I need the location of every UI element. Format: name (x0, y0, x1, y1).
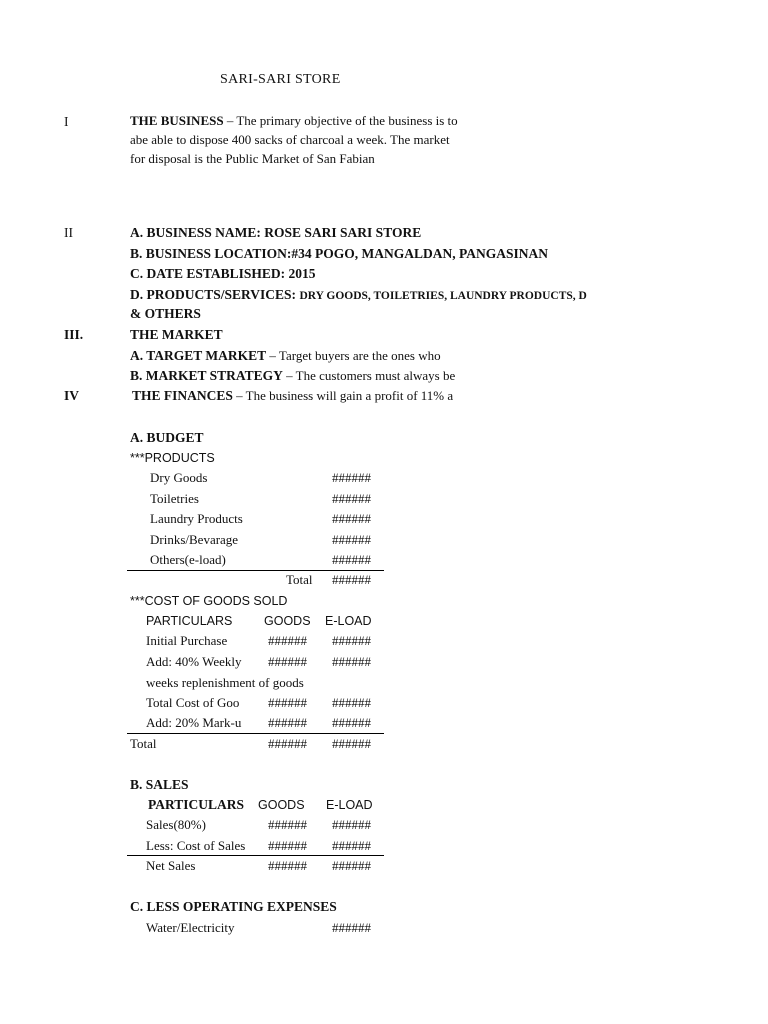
finances-text: – The business will gain a profit of 11% a (232, 388, 454, 403)
budget-item-value: ###### (332, 532, 371, 547)
cogs-row-continuation: weeks replenishment of goods (146, 675, 304, 690)
sales-net-goods: ###### (268, 858, 307, 873)
budget-item-label: Drinks/Bevarage (150, 532, 239, 547)
products-services-label: D. PRODUCTS/SERVICES: (130, 287, 300, 302)
date-established: C. DATE ESTABLISHED: 2015 (130, 266, 316, 281)
sales-row-label: Less: Cost of Sales (146, 838, 246, 853)
sales-net-rule (127, 855, 384, 856)
sales-heading: B. SALES (130, 777, 189, 792)
sales-col-eload: E-LOAD (326, 798, 373, 812)
section-1-number: I (64, 114, 69, 129)
section-1-line3: for disposal is the Public Market of San Fabian (130, 151, 375, 166)
cogs-row-eload: ###### (332, 715, 371, 730)
section-3-number: III. (64, 327, 84, 342)
budget-total-rule (127, 570, 384, 571)
section-1-line2: abe able to dispose 400 sacks of charcoal a week. The market (130, 132, 450, 147)
cogs-row-eload: ###### (332, 695, 371, 710)
cogs-row-eload: ###### (332, 633, 371, 648)
budget-item-value: ###### (332, 552, 371, 567)
cogs-col-eload: E-LOAD (325, 614, 372, 628)
opex-row-value: ###### (332, 920, 371, 935)
section-1-text1: – The primary objective of the business is to (223, 113, 458, 128)
cogs-row-label: Total Cost of Goo (146, 695, 240, 710)
cogs-total-eload: ###### (332, 736, 371, 751)
cogs-total-label: Total (130, 736, 157, 751)
section-1-line1 (130, 113, 458, 129)
products-services-value: DRY GOODS, TOILETRIES, LAUNDRY PRODUCTS, D (299, 290, 587, 302)
products-services (130, 287, 644, 304)
budget-heading: A. BUDGET (130, 430, 204, 445)
cogs-subheading: ***COST OF GOODS SOLD (130, 594, 288, 608)
sales-row-goods: ###### (268, 838, 307, 853)
sales-net-label: Net Sales (146, 858, 196, 873)
budget-item-label: Others(e-load) (150, 552, 226, 567)
finances-heading: THE FINANCES (132, 388, 233, 403)
cogs-total-rule (127, 733, 384, 734)
market-strategy-text: – The customers must always be (282, 368, 456, 383)
market-strategy (130, 368, 455, 384)
opex-heading: C. LESS OPERATING EXPENSES (130, 899, 337, 914)
market-strategy-label: B. MARKET STRATEGY (130, 368, 283, 383)
budget-item-label: Laundry Products (150, 511, 243, 526)
business-name: A. BUSINESS NAME: ROSE SARI SARI STORE (130, 225, 422, 240)
products-services-cont: & OTHERS (130, 306, 201, 321)
budget-item-value: ###### (332, 511, 371, 526)
budget-item-value: ###### (332, 470, 371, 485)
products-subheading: ***PRODUCTS (130, 451, 215, 465)
section-1-heading: THE BUSINESS (130, 113, 224, 128)
cogs-row-eload: ###### (332, 654, 371, 669)
section-2-number: II (64, 225, 73, 240)
sales-row-eload: ###### (332, 817, 371, 832)
sales-row-eload: ###### (332, 838, 371, 853)
budget-item-label: Dry Goods (150, 470, 208, 485)
budget-total-label: Total (286, 572, 313, 587)
sales-row-goods: ###### (268, 817, 307, 832)
sales-col-particulars: PARTICULARS (148, 797, 245, 812)
sales-net-eload: ###### (332, 858, 371, 873)
cogs-row-goods: ###### (268, 654, 307, 669)
sales-col-goods: GOODS (258, 798, 305, 812)
cogs-row-goods: ###### (268, 695, 307, 710)
budget-total-value: ###### (332, 572, 371, 587)
budget-item-label: Toiletries (150, 491, 199, 506)
page-title: SARI-SARI STORE (220, 72, 341, 87)
target-market-label: A. TARGET MARKET (130, 348, 267, 363)
cogs-col-particulars: PARTICULARS (146, 614, 233, 628)
cogs-row-goods: ###### (268, 633, 307, 648)
cogs-total-goods: ###### (268, 736, 307, 751)
cogs-row-label: Add: 20% Mark-u (146, 715, 242, 730)
cogs-row-label: Add: 40% Weekly (146, 654, 242, 669)
business-location: B. BUSINESS LOCATION:#34 POGO, MANGALDAN, PANGASINAN (130, 246, 549, 261)
target-market (130, 348, 441, 364)
section-4-number: IV (64, 388, 80, 403)
cogs-row-goods: ###### (268, 715, 307, 730)
cogs-col-goods: GOODS (264, 614, 311, 628)
sales-row-label: Sales(80%) (146, 817, 206, 832)
finances (132, 388, 453, 404)
target-market-text: – Target buyers are the ones who (266, 348, 441, 363)
section-3-heading: THE MARKET (130, 327, 223, 342)
cogs-row-label: Initial Purchase (146, 633, 228, 648)
opex-row-label: Water/Electricity (146, 920, 235, 935)
budget-item-value: ###### (332, 491, 371, 506)
